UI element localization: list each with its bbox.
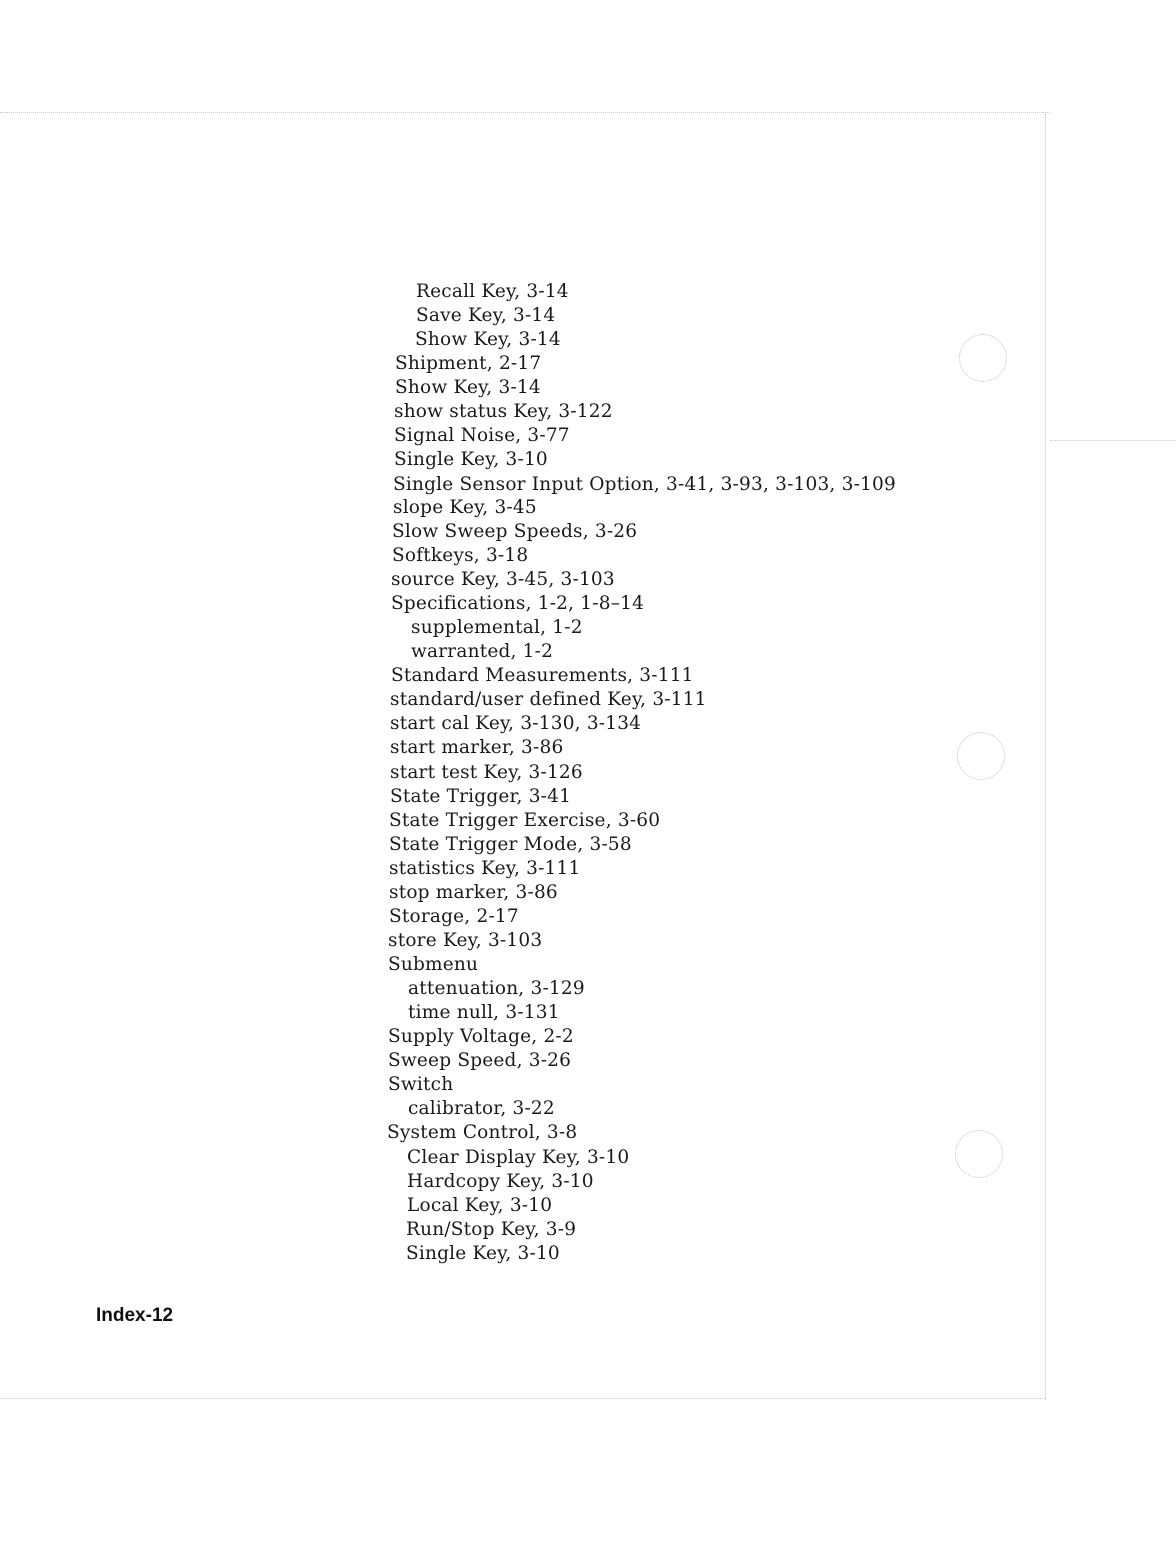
index-entry: Supply Voltage, 2-2 <box>388 1026 574 1047</box>
index-subentry: warranted, 1-2 <box>411 641 554 662</box>
index-entry: standard/user defined Key, 3-111 <box>390 689 707 710</box>
index-entry: start cal Key, 3-130, 3-134 <box>390 713 642 734</box>
index-entry: State Trigger, 3-41 <box>390 786 572 807</box>
index-subentry: Run/Stop Key, 3-9 <box>406 1219 577 1240</box>
index-subentry: attenuation, 3-129 <box>408 978 585 999</box>
index-entry: Switch <box>388 1074 454 1095</box>
index-entry: System Control, 3-8 <box>387 1122 578 1143</box>
index-entry: Signal Noise, 3-77 <box>394 425 570 446</box>
index-entry: Single Sensor Input Option, 3-41, 3-93, 3-103, 3-109 <box>393 474 896 495</box>
index-entry: stop marker, 3-86 <box>389 882 558 903</box>
index-entry: Standard Measurements, 3-111 <box>391 665 694 686</box>
index-entry: Slow Sweep Speeds, 3-26 <box>392 521 638 542</box>
index-entry: Sweep Speed, 3-26 <box>388 1050 572 1071</box>
index-subentry: Local Key, 3-10 <box>407 1195 553 1216</box>
tab-divider-line <box>1050 440 1176 441</box>
index-entry: source Key, 3-45, 3-103 <box>391 569 615 590</box>
index-entry: Specifications, 1-2, 1-8–14 <box>391 593 645 614</box>
index-entry: Shipment, 2-17 <box>395 353 542 374</box>
index-entry: State Trigger Exercise, 3-60 <box>389 810 661 831</box>
index-entry: start marker, 3-86 <box>390 737 564 758</box>
index-entry: State Trigger Mode, 3-58 <box>389 834 632 855</box>
index-entry: slope Key, 3-45 <box>393 497 537 518</box>
index-subentry: Hardcopy Key, 3-10 <box>407 1171 594 1192</box>
page-edge-bottom <box>0 1398 1045 1399</box>
index-entry: statistics Key, 3-111 <box>389 858 581 879</box>
index-entry: start test Key, 3-126 <box>390 762 583 783</box>
index-entry: show status Key, 3-122 <box>394 401 613 422</box>
index-subentry: Save Key, 3-14 <box>416 305 556 326</box>
index-entry: Softkeys, 3-18 <box>392 545 529 566</box>
index-subentry: Clear Display Key, 3-10 <box>407 1147 630 1168</box>
index-subentry: time null, 3-131 <box>408 1002 560 1023</box>
index-entry: Single Key, 3-10 <box>394 449 548 470</box>
page-edge-right <box>1045 114 1046 1400</box>
index-entry: Submenu <box>388 954 479 975</box>
index-entry: Show Key, 3-14 <box>395 377 541 398</box>
index-subentry: supplemental, 1-2 <box>411 617 583 638</box>
index-subentry: calibrator, 3-22 <box>408 1098 555 1119</box>
index-entry: store Key, 3-103 <box>388 930 543 951</box>
index-subentry: Single Key, 3-10 <box>406 1243 560 1264</box>
index-subentry: Recall Key, 3-14 <box>416 281 569 302</box>
index-entry: Storage, 2-17 <box>389 906 519 927</box>
page-number-label: Index-12 <box>96 1305 174 1326</box>
index-subentry: Show Key, 3-14 <box>415 329 561 350</box>
